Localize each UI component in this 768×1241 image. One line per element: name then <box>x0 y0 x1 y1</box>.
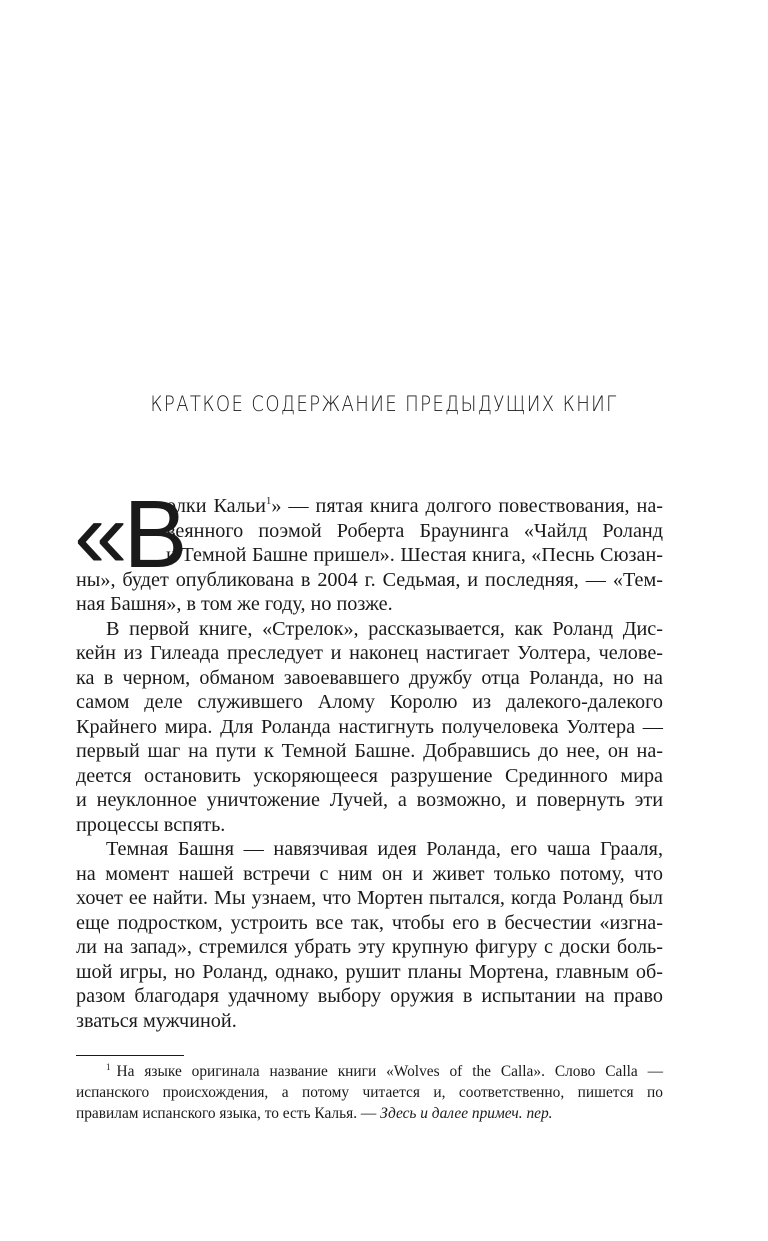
chapter-heading: КРАТКОЕ СОДЕРЖАНИЕ ПРЕДЫДУЩИХ КНИГ <box>150 392 618 416</box>
text-line: веянного поэмой Роберта Браунинга «Чайлд Роланд <box>166 519 663 542</box>
footnote-divider <box>76 1055 184 1056</box>
drop-cap: «В <box>74 481 184 588</box>
text-line: хочет ее найти. Мы узнаем, что Мортен пытался, когда Роланд был <box>76 887 663 909</box>
text-line: процессы вспять. <box>76 813 226 836</box>
text-line: деется остановить ускоряющееся разрушение Срединного мира <box>76 764 663 787</box>
text-line: ли на запад», стремился убрать эту крупную фигуру с доски боль- <box>76 936 663 958</box>
text-line: еще подростком, устроить все так, чтобы его в бесчестии «изгна- <box>76 911 663 934</box>
text-line: шой игры, но Роланд, однако, рушит планы Мортена, главным об- <box>76 960 663 983</box>
text-line: первый шаг на пути к Темной Башне. Добравшись до нее, он на- <box>76 740 663 762</box>
footnote-line: испанского происхождения, а потому читается и, соответственно, пишется по <box>76 1084 663 1101</box>
text-line: ка в черном, обманом завоевавшего дружбу отца Роланда, но на <box>76 666 663 689</box>
translator-note: Здесь и далее примеч. пер. <box>380 1105 553 1122</box>
body-text <box>74 481 664 1033</box>
text-line: олки Кальи$^1$» — пятая книга долгого повествования, на- <box>166 495 664 517</box>
footnote-line: правилам испанского языка, то есть Калья. — Здесь и далее примеч. пер. <box>76 1105 553 1122</box>
footnote <box>76 1061 663 1124</box>
paragraph-3 <box>76 837 663 1033</box>
text-line: и неуклонное уничтожение Лучей, а возможно, и повернуть эти <box>76 789 663 811</box>
paragraph-2 <box>76 617 663 838</box>
text-line: В первой книге, «Стрелок», рассказывается, как Роланд Дис- <box>106 617 663 640</box>
text-line: разом благодаря удачному выбору оружия в испытании на право <box>76 985 663 1007</box>
text-line: Темная Башня — навязчивая идея Роланда, его чаша Грааля, <box>106 838 663 860</box>
text-line: ны», будет опубликована в 2004 г. Седьмая, и последняя, — «Тем- <box>76 568 663 591</box>
footnote-line: $^1$ На языке оригинала название книги «Wolves of the Calla». Слово Calla — <box>106 1062 663 1080</box>
text-line: Крайнего мира. Для Роланда настигнуть получеловека Уолтера — <box>76 715 663 738</box>
text-line: кейн из Гилеада преследует и наконец настигает Уолтера, челове- <box>76 642 663 664</box>
footnote-ref: 1 <box>265 495 272 507</box>
text-line: к Темной Башне пришел». Шестая книга, «Песнь Сюзан- <box>166 544 663 566</box>
text-line: ная Башня», в том же году, но позже. <box>76 593 393 615</box>
text-line: на момент нашей встречи с ним он и живет только потому, что <box>76 862 663 885</box>
text-line: самом деле служившего Алому Королю из далекого-далекого <box>76 691 663 713</box>
text-line: зваться мужчиной. <box>76 1009 237 1032</box>
footnote-number: 1 <box>106 1062 111 1072</box>
